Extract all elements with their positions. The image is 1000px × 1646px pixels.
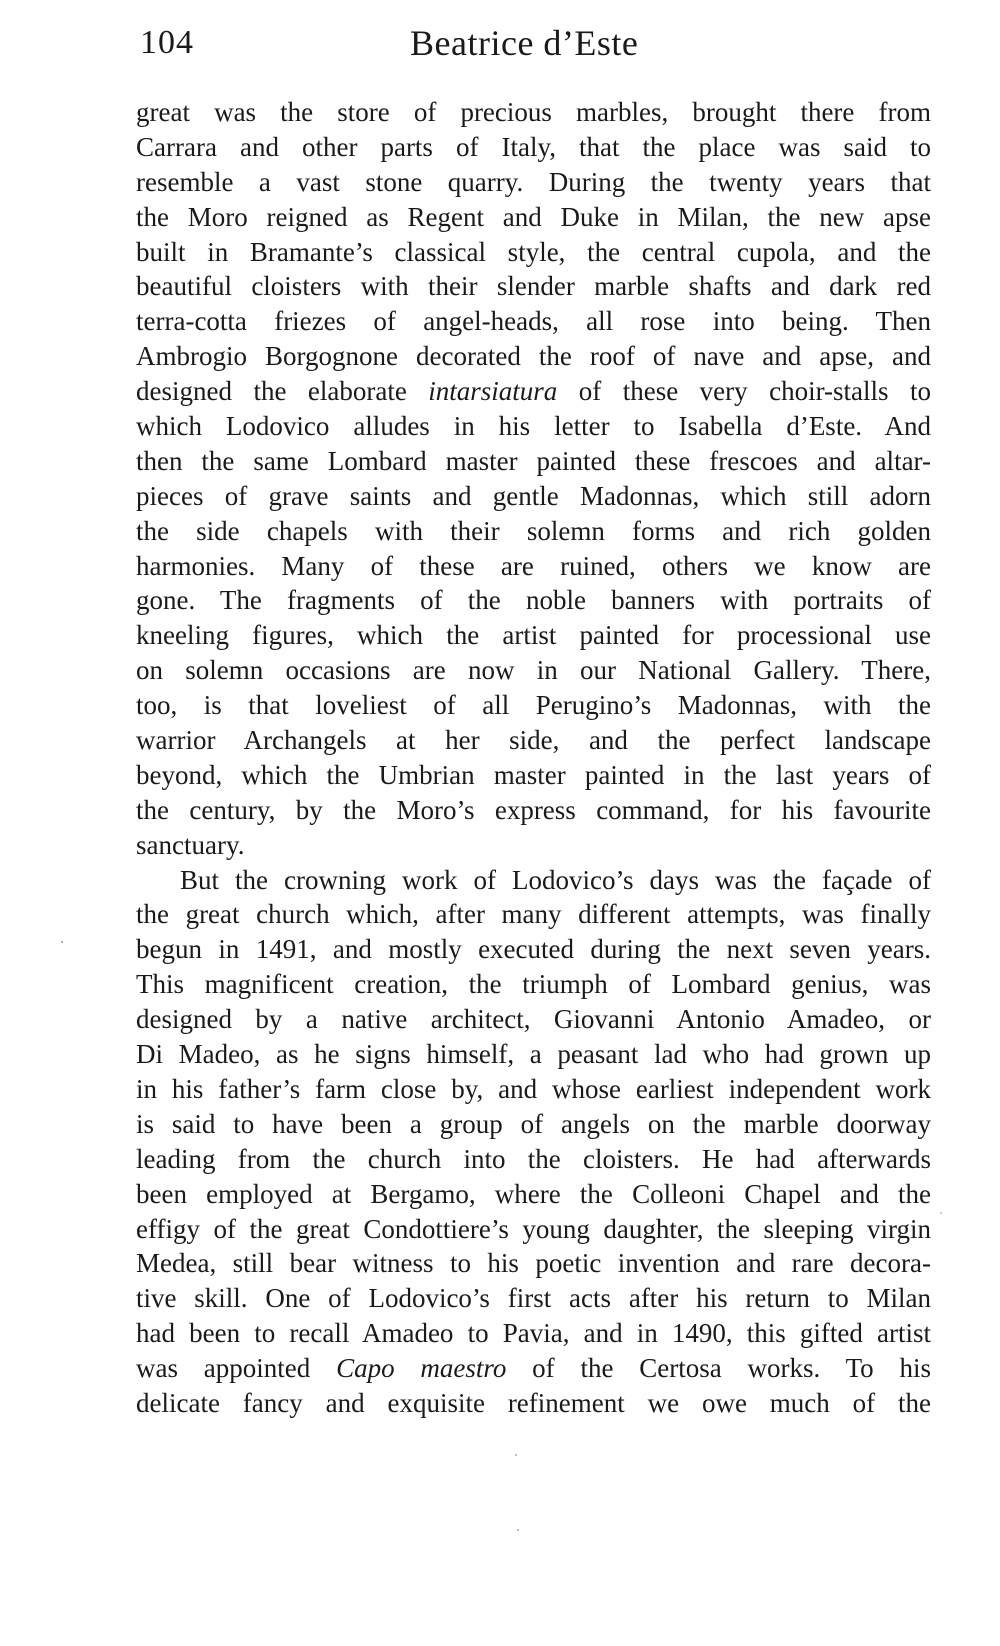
scan-speck bbox=[940, 1212, 942, 1214]
text-line: pieces of grave saints and gentle Madonnas, which still adorn bbox=[136, 480, 931, 511]
text-line: is said to have been a group of angels on the marble doorway bbox=[136, 1108, 931, 1139]
running-title: Beatrice d’Este bbox=[410, 23, 639, 63]
text-line: the Moro reigned as Regent and Duke in Milan, the new apse bbox=[136, 201, 931, 232]
body-text bbox=[136, 95, 931, 1421]
scan-speck bbox=[61, 941, 63, 943]
text-line: the side chapels with their solemn forms and rich golden bbox=[136, 515, 931, 546]
text-run: of these very choir-stalls to bbox=[557, 376, 931, 407]
text-line: on solemn occasions are now in our National Gallery. There, bbox=[136, 655, 931, 686]
text-line: which Lodovico alludes in his letter to Isabella d’Este. And bbox=[136, 411, 931, 442]
text-line: delicate fancy and exquisite refinement we owe much of the bbox=[136, 1387, 931, 1418]
text-line: sanctuary. bbox=[136, 829, 245, 860]
text-line: been employed at Bergamo, where the Colleoni Chapel and the bbox=[136, 1178, 931, 1209]
text-line: too, is that loveliest of all Perugino’s Madonnas, with the bbox=[136, 690, 931, 721]
text-line: But the crowning work of Lodovico’s days was the façade of bbox=[180, 864, 931, 895]
page-number: 104 bbox=[140, 24, 194, 61]
text-line: Di Madeo, as he signs himself, a peasant lad who had grown up bbox=[136, 1039, 931, 1070]
scan-speck bbox=[517, 1529, 519, 1531]
text-line: kneeling figures, which the artist painted for processional use bbox=[136, 620, 931, 651]
running-head bbox=[138, 18, 930, 74]
text-run: designed the elaborate bbox=[136, 376, 429, 407]
text-line: resemble a vast stone quarry. During the twenty years that bbox=[136, 166, 931, 197]
text-line: had been to recall Amadeo to Pavia, and in 1490, this gifted artist bbox=[136, 1318, 931, 1349]
text-run: was appointed bbox=[136, 1353, 337, 1384]
text-line: warrior Archangels at her side, and the perfect landscape bbox=[136, 725, 931, 756]
text-line: great was the store of precious marbles, brought there from bbox=[136, 97, 931, 127]
text-line: effigy of the great Condottiere’s young daughter, the sleeping virgin bbox=[136, 1213, 931, 1244]
text-line: built in Bramante’s classical style, the central cupola, and the bbox=[136, 236, 931, 267]
text-line: This magnificent creation, the triumph of Lombard genius, was bbox=[136, 969, 931, 1000]
text-line: harmonies. Many of these are ruined, others we know are bbox=[136, 550, 931, 581]
text-line: then the same Lombard master painted these frescoes and altar- bbox=[136, 445, 931, 476]
italic-term: intarsiatura bbox=[428, 376, 558, 407]
text-line: Ambrogio Borgognone decorated the roof of nave and apse, and bbox=[136, 341, 931, 372]
text-line: begun in 1491, and mostly executed during the next seven years. bbox=[136, 934, 931, 965]
text-line: terra-cotta friezes of angel-heads, all rose into being. Then bbox=[136, 306, 931, 337]
text-line: in his father’s farm close by, and whose earliest independent work bbox=[136, 1073, 931, 1104]
text-run: of the Certosa works. To his bbox=[506, 1353, 931, 1384]
text-line: leading from the church into the cloisters. He had afterwards bbox=[136, 1143, 931, 1174]
text-line: beautiful cloisters with their slender marble shafts and dark red bbox=[136, 271, 931, 302]
text-line bbox=[136, 374, 931, 409]
text-line: Medea, still bear witness to his poetic invention and rare decora- bbox=[136, 1248, 931, 1279]
text-line: gone. The fragments of the noble banners with portraits of bbox=[136, 585, 931, 616]
text-line bbox=[136, 1351, 931, 1386]
text-line: beyond, which the Umbrian master painted in the last years of bbox=[136, 759, 931, 790]
text-line: Carrara and other parts of Italy, that the place was said to bbox=[136, 131, 931, 162]
scan-speck bbox=[515, 1454, 517, 1456]
text-line: the century, by the Moro’s express command, for his favourite bbox=[136, 794, 931, 825]
italic-term: Capo maestro bbox=[336, 1353, 507, 1384]
text-line: tive skill. One of Lodovico’s first acts after his return to Milan bbox=[136, 1283, 931, 1314]
text-line: the great church which, after many different attempts, was finally bbox=[136, 899, 931, 930]
text-line: designed by a native architect, Giovanni Antonio Amadeo, or bbox=[136, 1004, 931, 1035]
